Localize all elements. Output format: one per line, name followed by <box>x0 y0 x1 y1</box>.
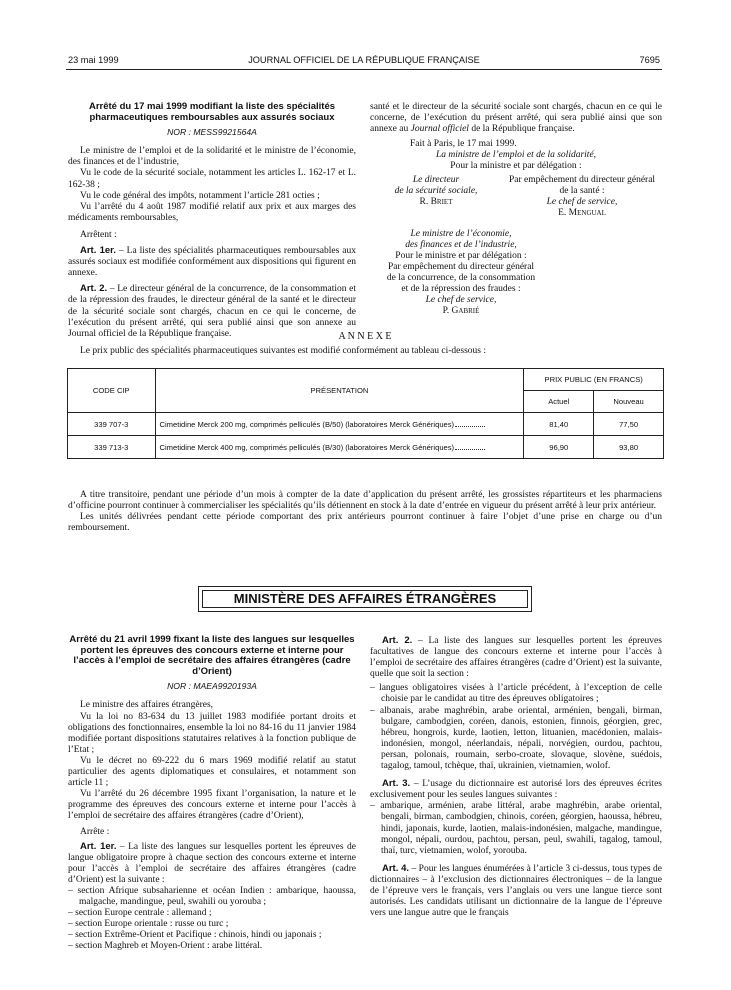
decree2-p2: Vu la loi no 83-634 du 13 juillet 1983 modifiée portant droits et obligations des fonctionnaires, ensemble la loi no 84-16 du 11 janvier 1984 modifiée portant dispositions statutaires relatives à la fonction publique de l’Etat ; <box>68 711 356 755</box>
signer-gabrie: P. Gabrié <box>442 306 480 316</box>
list-item: – section Maghreb et Moyen-Orient : arabe littéral. <box>68 941 263 952</box>
list-item: – section Afrique subsaharienne et océan Indien : ambarique, haoussa, malgache, mandingue, peul, swahili ou yorouba ; <box>68 885 356 908</box>
annexe-title: A N N E X E <box>338 331 392 342</box>
pour-la-ministre: Pour la ministre et par délégation : <box>450 161 582 171</box>
decree2-art1-label: Art. 1er. <box>80 840 117 852</box>
ministry-heading: MINISTÈRE DES AFFAIRES ÉTRANGÈRES <box>202 590 528 608</box>
th-presentation: PRÉSENTATION <box>155 369 524 413</box>
decree2-art1: Art. 1er. – La liste des langues sur lesquelles portent les épreuves de langue obligatoire propre à chaque section des concours externe et interne pour l’accès à l’emploi de secrétaire des affaires étrangères (cadre d’Orient) est la suivante : <box>68 840 356 885</box>
decree2-p1: Le ministre des affaires étrangères, <box>80 700 214 711</box>
decree1-p3: Vu le code général des impôts, notamment l’article 281 octies ; <box>80 190 320 201</box>
th-prix: PRIX PUBLIC (EN FRANCS) <box>524 369 664 391</box>
fait-a-paris: Fait à Paris, le 17 mai 1999. <box>410 139 517 149</box>
decree2-title: Arrêté du 21 avril 1999 fixant la liste des langues sur lesquelles portent les épreuves des concours externe et interne pour l’accès à l’emploi de secrétaire des affaires étrangères (cadre d’Orient) <box>69 634 355 677</box>
annexe-after-p2: Les unités délivrées pendant cette période comportant des prix antérieurs pourront continuer à faire l’objet d’une prise en charge ou d’un remboursement. <box>68 512 662 534</box>
annexe-intro: Le prix public des spécialités pharmaceutiques suivantes est modifié conformément au tableau ci-dessous : <box>80 346 486 356</box>
signer-briet: R. Briet <box>419 197 453 207</box>
decree2-nor: NOR : MAEA9920193A <box>167 681 257 692</box>
price-table <box>67 368 664 459</box>
annexe-after <box>68 490 662 534</box>
decree1-arretent: Arrêtent : <box>80 229 117 240</box>
header-title: JOURNAL OFFICIEL DE LA RÉPUBLIQUE FRANÇAISE <box>248 55 480 65</box>
annexe-after-p1: A titre transitoire, pendant une période d’un mois à compter de la date d’application du présent arrêté, les grossistes répartiteurs et les pharmaciens d’officine pourront continuer à commercialiser les spécialités qu’ils détiennent en stock à la date d’entrée en vigueur du présent arrêté à leur prix antérieur. <box>68 490 662 512</box>
decree2-p4: Vu l’arrêté du 26 décembre 1995 fixant l’organisation, la nature et le programme des épreuves des concours externe et interne pour l’accès à l’emploi de secrétaire des affaires étrangères (cadre d’Orient), <box>68 789 356 822</box>
dir-right: Par empêchement du directeur général de la santé : Le chef de service, E. Mengual <box>488 175 664 219</box>
list-item: – ambarique, arménien, arabe littéral, arabe maghrébin, arabe oriental, bengali, birman, cambodgien, chinois, coréen, géorgien, haoussa, hébreu, hindi, japonais, kurde, laotien, malais-indonésien, malgache, mandingue, mongol, népali, ourdou, pachtou, persan, peul, swahili, tagalog, tamoul, thaï, turc, vietnamien, wolof, yorouba. <box>370 801 662 856</box>
decree2-art4-label: Art. 4. <box>382 862 410 874</box>
decree2-p3: Vu le décret no 69-222 du 6 mars 1969 modifié relatif au statut particulier des agents diplomatiques et consulaires, et notamment son article 11 ; <box>68 755 356 789</box>
header-date: 23 mai 1999 <box>68 55 119 65</box>
decree1-art2: Art. 2. – Le directeur général de la concurrence, de la consommation et de la répression des fraudes, le directeur général de la santé et le directeur de la sécurité sociale sont chargés, chacun en ce qui le concerne, de l’exécution du présent arrêté, qui sera publié ainsi que son annexe au Journal officiel de la République française. <box>68 283 356 339</box>
decree1-right-column <box>370 102 662 317</box>
decree1-art2-label: Art. 2. <box>80 283 108 295</box>
decree2-art3-label: Art. 3. <box>382 778 411 790</box>
th-nouveau: Nouveau <box>594 391 664 413</box>
list-item: – albanais, arabe maghrébin, arabe oriental, arménien, bengali, birman, bulgare, cambodgien, coréen, danois, estonien, finnois, géorgien, grec, hébreu, hongrois, kurde, laotien, letton, lituanien, macédonien, malais-indonésien, mongol, néerlandais, népali, norvégien, ourdou, pachtou, persan, polonais, roumain, serbo-croate, slovaque, slovène, suédois, tagalog, tamoul, tchèque, thaï, ukrainien, vietnamien, wolof. <box>370 705 662 772</box>
art2-list <box>370 683 662 772</box>
decree1-art1: Art. 1er. – La liste des spécialités pharmaceutiques remboursables aux assurés sociaux est modifiée conformément aux dispositions qui figurent en annexe. <box>68 245 356 279</box>
list-item: – section Europe centrale : allemand ; <box>68 908 212 919</box>
th-code: CODE CIP <box>68 369 156 413</box>
list-item: – section Europe orientale : russe ou turc ; <box>68 919 229 930</box>
signer-mengual: E. Mengual <box>558 208 606 218</box>
decree1-art1-label: Art. 1er. <box>80 245 116 257</box>
decree1-title: Arrêté du 17 mai 1999 modifiant la liste des spécialités pharmaceutiques remboursables aux assurés sociaux <box>88 101 336 123</box>
decree1-p2: Vu le code de la sécurité sociale, notamment les articles L. 162-17 et L. 162-38 ; <box>68 168 356 190</box>
table-row: 339 713-3 Cimetidine Merck 400 mg, comprimés pelliculés (B/30) (laboratoires Merck Génériques) 96,90 93,80 <box>68 436 664 459</box>
signature-block <box>370 139 662 317</box>
page-number: 7695 <box>639 55 660 65</box>
table-row: 339 707-3 Cimetidine Merck 200 mg, comprimés pelliculés (B/50) (laboratoires Merck Génériques) 81,40 77,50 <box>68 413 664 436</box>
decree2-art2: Art. 2. – La liste des langues sur lesquelles portent les épreuves facultatives de langue des concours externe et interne pour l’accès à l’emploi de secrétaire des affaires étrangères (cadre d’Orient) est la suivante, quelle que soit la section : <box>370 635 662 680</box>
art3-list <box>370 801 662 856</box>
header-rule <box>66 69 662 70</box>
page-header <box>68 55 660 69</box>
ministry-heading-box <box>198 586 532 612</box>
minister1: La ministre de l’emploi et de la solidarité, <box>435 150 597 160</box>
list-item: – section Extrême-Orient et Pacifique : chinois, hindi ou japonais ; <box>68 930 322 941</box>
decree2-art2-label: Art. 2. <box>382 635 413 646</box>
decree2-art3: Art. 3. – L’usage du dictionnaire est autorisé lors des épreuves écrites exclusivement pour les seules langues suivantes : <box>370 778 662 801</box>
decree2-left-column <box>68 635 356 953</box>
directors-signatures <box>370 175 662 221</box>
decree1-nor: NOR : MESS9921564A <box>167 127 257 138</box>
decree2-arrete: Arrête : <box>80 826 110 837</box>
dir-left: Le directeur de la sécurité sociale, R. Briet <box>370 175 490 208</box>
decree1-art2-continued: santé et le directeur de la sécurité sociale sont chargés, chacun en ce qui le concerne, de l’exécution du présent arrêté, qui sera publié ainsi que son annexe au Journal officiel de la République française. <box>370 102 662 135</box>
th-actuel: Actuel <box>524 391 594 413</box>
decree1-left-column <box>68 101 356 339</box>
sections-list <box>68 886 356 953</box>
minister2-block: Le ministre de l’économie, des finances et de l’industrie, Pour le ministre et par délégation : Par empêchement du directeur général de la concurrence, de la consommation et de la répression des fraudes : Le chef de service, P. Gabrié <box>370 229 540 317</box>
decree2-art4: Art. 4. – Pour les langues énumérées à l’article 3 ci-dessus, tous types de dictionnaires – à l’exclusion des dictionnaires électroniques – de la langue de l’épreuve vers le français, vers l’anglais ou vers une langue tierce sont autorisés. Les candidats utilisant un dictionnaire de la langue de l’épreuve vers une langue autre que le français <box>370 862 662 919</box>
decree2-right-column <box>370 635 662 919</box>
decree1-p4: Vu l’arrêté du 4 août 1987 modifié relatif aux prix et aux marges des médicaments remboursables, <box>68 201 356 223</box>
decree1-p1: Le ministre de l’emploi et de la solidarité et le ministre de l’économie, des finances et de l’industrie, <box>68 146 356 168</box>
list-item: – langues obligatoires visées à l’article précédent, à l’exception de celle choisie par le candidat au titre des épreuves obligatoires ; <box>370 683 662 705</box>
